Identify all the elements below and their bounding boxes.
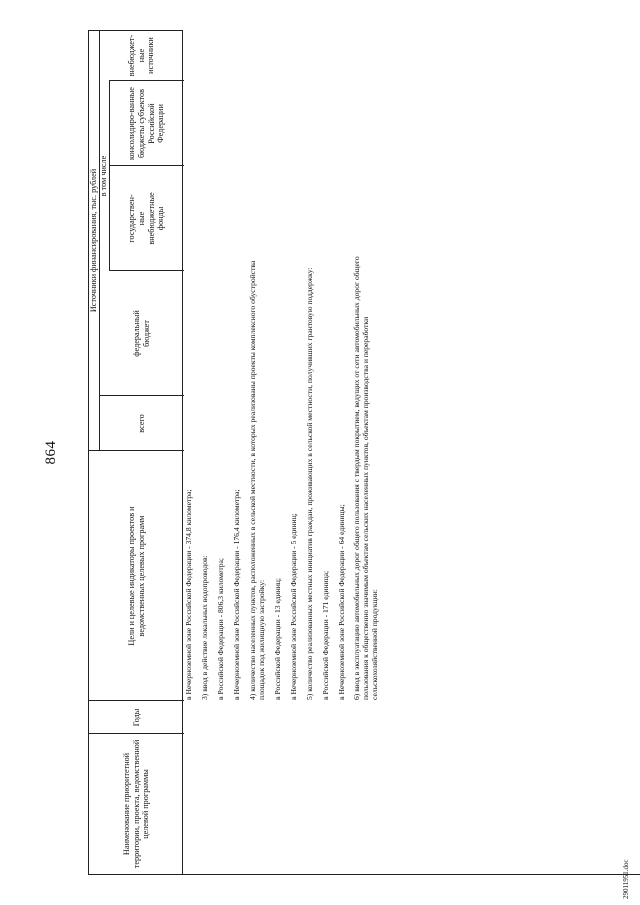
header-offbudget: внебюджет-ные источники bbox=[126, 34, 156, 77]
header-sources: Источники финансирования, тыс. рублей bbox=[89, 168, 99, 313]
header-state-funds: государствен-ные внебюджетные фонды bbox=[127, 192, 166, 245]
header-total: всего bbox=[136, 414, 146, 433]
page-number: 864 bbox=[43, 440, 59, 465]
paragraph: в Нечерноземной зоне Российской Федерации - 64 единицы; bbox=[336, 504, 346, 700]
header-goals: Цели и целевые индикаторы проектов и ведомственных целевых программ bbox=[126, 506, 146, 646]
document-id: 29011951.doc bbox=[622, 859, 630, 899]
header-years: Годы bbox=[131, 708, 141, 727]
paragraph: в Нечерноземной зоне Российской Федерации - 5 единиц; bbox=[288, 513, 298, 700]
paragraph: 3) ввод в действие локальных водопроводов: bbox=[199, 555, 209, 700]
goals-text bbox=[185, 255, 387, 700]
table-left-border bbox=[183, 874, 640, 875]
table-header bbox=[88, 30, 183, 875]
paragraph: в Нечерноземной зоне Российской Федерации - 374,8 километра; bbox=[184, 489, 193, 700]
paragraph: в Нечерноземной зоне Российской Федерации - 176,4 километра; bbox=[231, 489, 241, 700]
paragraph: в Российской Федерации - 171 единица; bbox=[320, 570, 330, 700]
header-regional: консолидиро-ванные бюджеты субъектов Российской Федерации bbox=[127, 87, 166, 160]
paragraph: в Российской Федерации - 806,3 километра; bbox=[215, 557, 225, 700]
header-federal: федеральный бюджет bbox=[131, 310, 151, 357]
paragraph: 5) количество реализованных местных инициатив граждан, проживающих в сельской местности, получивших грантовую поддержку: bbox=[304, 267, 314, 700]
paragraph: 4) количество населенных пунктов, расположенных в сельской местности, в которых реализованы проекты комплексного обустройства площадок под жилищную застройку: bbox=[247, 260, 266, 700]
header-including: в том числе bbox=[99, 155, 109, 197]
paragraph: 6) ввод в эксплуатацию автомобильных дорог общего пользования с твердым покрытием, ведущих от сети автомобильных дорог общего пользования к общественно значимым объектам сельских населенных пунктов, объектам производства и переработки сельскохозяйственной продукции: bbox=[352, 256, 380, 700]
paragraph: в Российской Федерации - 13 единиц; bbox=[272, 578, 282, 700]
header-name: Наименование приоритетной территории, проекта, ведомственной целевой программы bbox=[121, 739, 151, 869]
